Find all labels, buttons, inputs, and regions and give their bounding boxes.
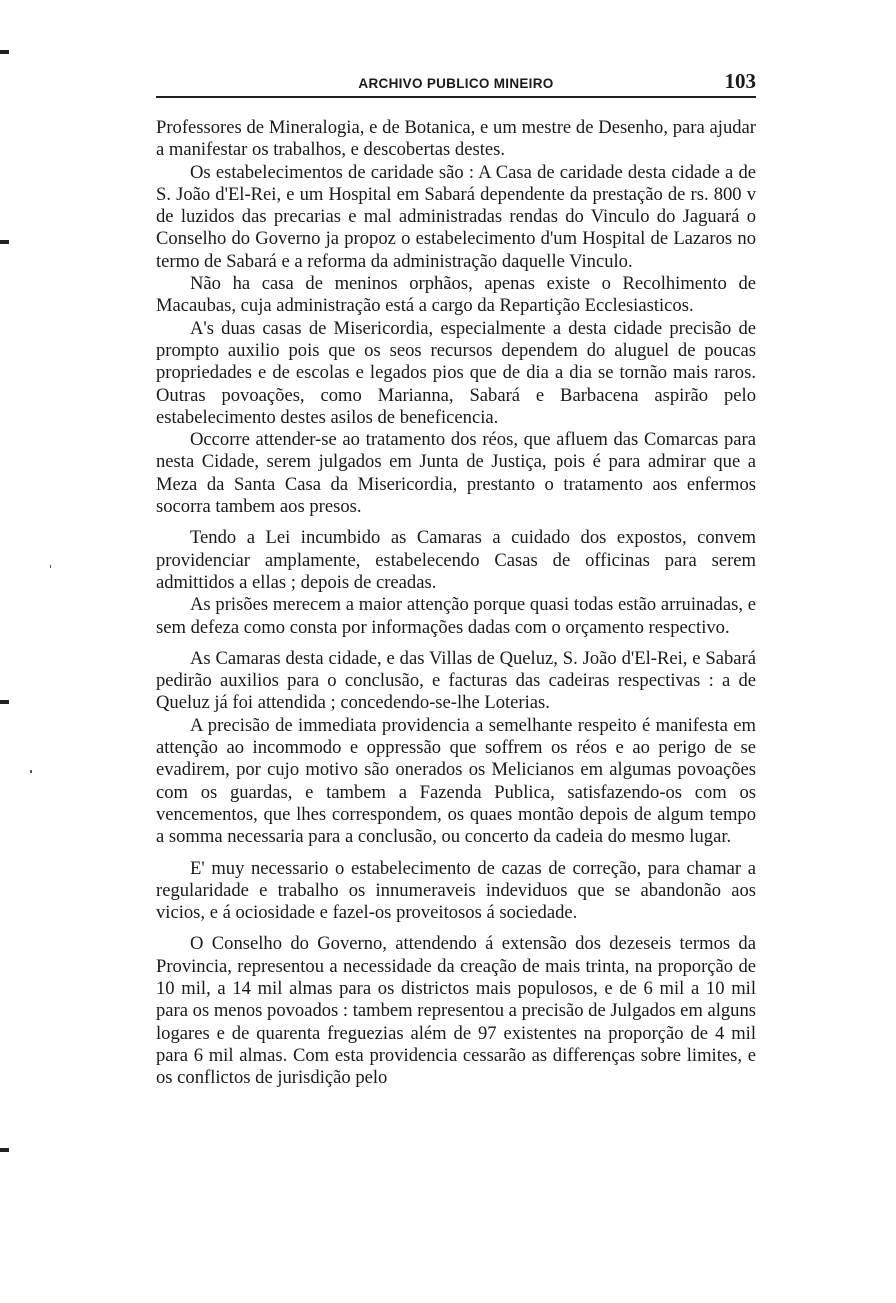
- margin-mark: [0, 1148, 9, 1152]
- running-title: ARCHIVO PUBLICO MINEIRO: [358, 76, 554, 91]
- paragraph: A's duas casas de Misericordia, especialmente a desta cidade precisão de prompto auxilio pois que os seos recursos dependem do aluguel de poucas propriedades e de escolas e legados pios que de dia a dia se tornão mais raros. Outras povoações, como Marianna, Sabará e Barbacena aspirão pelo estabelecimento destes asilos de beneficencia.: [156, 317, 756, 428]
- book-page: [156, 66, 756, 1089]
- paragraph: Occorre attender-se ao tratamento dos réos, que afluem das Comarcas para nesta Cidade, serem julgados em Junta de Justiça, pois é para admirar que a Meza da Santa Casa da Misericordia, prestanto o tratamento aos enfermos socorra tambem aos presos.: [156, 429, 756, 518]
- paragraph: Não ha casa de meninos orphãos, apenas existe o Recolhimento de Macaubas, cuja administração está a cargo da Repartição Ecclesiasticos.: [156, 273, 756, 317]
- paragraph: Professores de Mineralogia, e de Botanica, e um mestre de Desenho, para ajudar a manifestar os trabalhos, e descobertas destes.: [156, 117, 756, 161]
- margin-mark: [0, 240, 9, 244]
- header-rule: [156, 96, 756, 98]
- paragraph: O Conselho do Governo, attendendo á extensão dos dezeseis termos da Provincia, representou a necessidade da creação de mais trinta, na proporção de 10 mil, a 14 mil almas para os districtos mais populosos, e de 6 mil a 10 mil para os menos povoados : tambem representou a precisão de Julgados em alguns logares e de quarenta freguezias além de 97 existentes na proporção de 4 mil para 6 mil almas. Com esta providencia cessarão as differenças sobre limites, e os conflictos de jurisdição pelo: [156, 933, 757, 1089]
- paragraph: Os estabelecimentos de caridade são : A Casa de caridade desta cidade a de S. João d'El-Rei, e um Hospital em Sabará dependente da prestação de rs. 800 v de luzidos das precarias e mal administradas rendas do Vinculo do Jaguará o Conselho do Governo ja propoz o estabelecimento d'um Hospital de Lazaros no termo de Sabará e a reforma da administração daquelle Vinculo.: [156, 161, 756, 272]
- paragraph: Tendo a Lei incumbido as Camaras a cuidado dos expostos, convem providenciar amplamente, estabelecendo Casas de officinas para serem admittidos a ellas ; depois de creadas.: [156, 527, 756, 593]
- paragraph: As Camaras desta cidade, e das Villas de Queluz, S. João d'El-Rei, e Sabará pedirão auxilios para o conclusão, e facturas das cadeiras respectivas : a de Queluz já foi attendida ; concedendo-se-lhe Loterias.: [156, 647, 756, 714]
- page-number: 103: [724, 69, 756, 93]
- page-body: [156, 117, 756, 1089]
- page-header: [156, 66, 756, 96]
- paragraph: A precisão de immediata providencia a semelhante respeito é manifesta em attenção ao incommodo e oppressão que soffrem os réos e ao perigo de se evadirem, por cujo motivo são onerados os Melicianos em algumas povoações com os guardas, e tambem a Fazenda Publica, satisfazendo-os com os vencementos, que lhes correspondem, os quaes montão depois de algum tempo a somma necessaria para a conclusão, ou concerto da cadeia do mesmo lugar.: [156, 714, 756, 848]
- margin-mark: [0, 700, 9, 704]
- ink-speck: [30, 770, 32, 773]
- paragraph: As prisões merecem a maior attenção porque quasi todas estão arruinadas, e sem defeza como consta por informações dadas com o orçamento respectivo.: [156, 594, 756, 638]
- paragraph: E' muy necessario o estabelecimento de cazas de correção, para chamar a regularidade e trabalho os innumeraveis indeviduos que se abandonão aos vicios, e á ociosidade e fazel-os proveitosos á sociedade.: [156, 857, 756, 924]
- ink-speck: [50, 565, 51, 568]
- margin-mark: [0, 50, 9, 54]
